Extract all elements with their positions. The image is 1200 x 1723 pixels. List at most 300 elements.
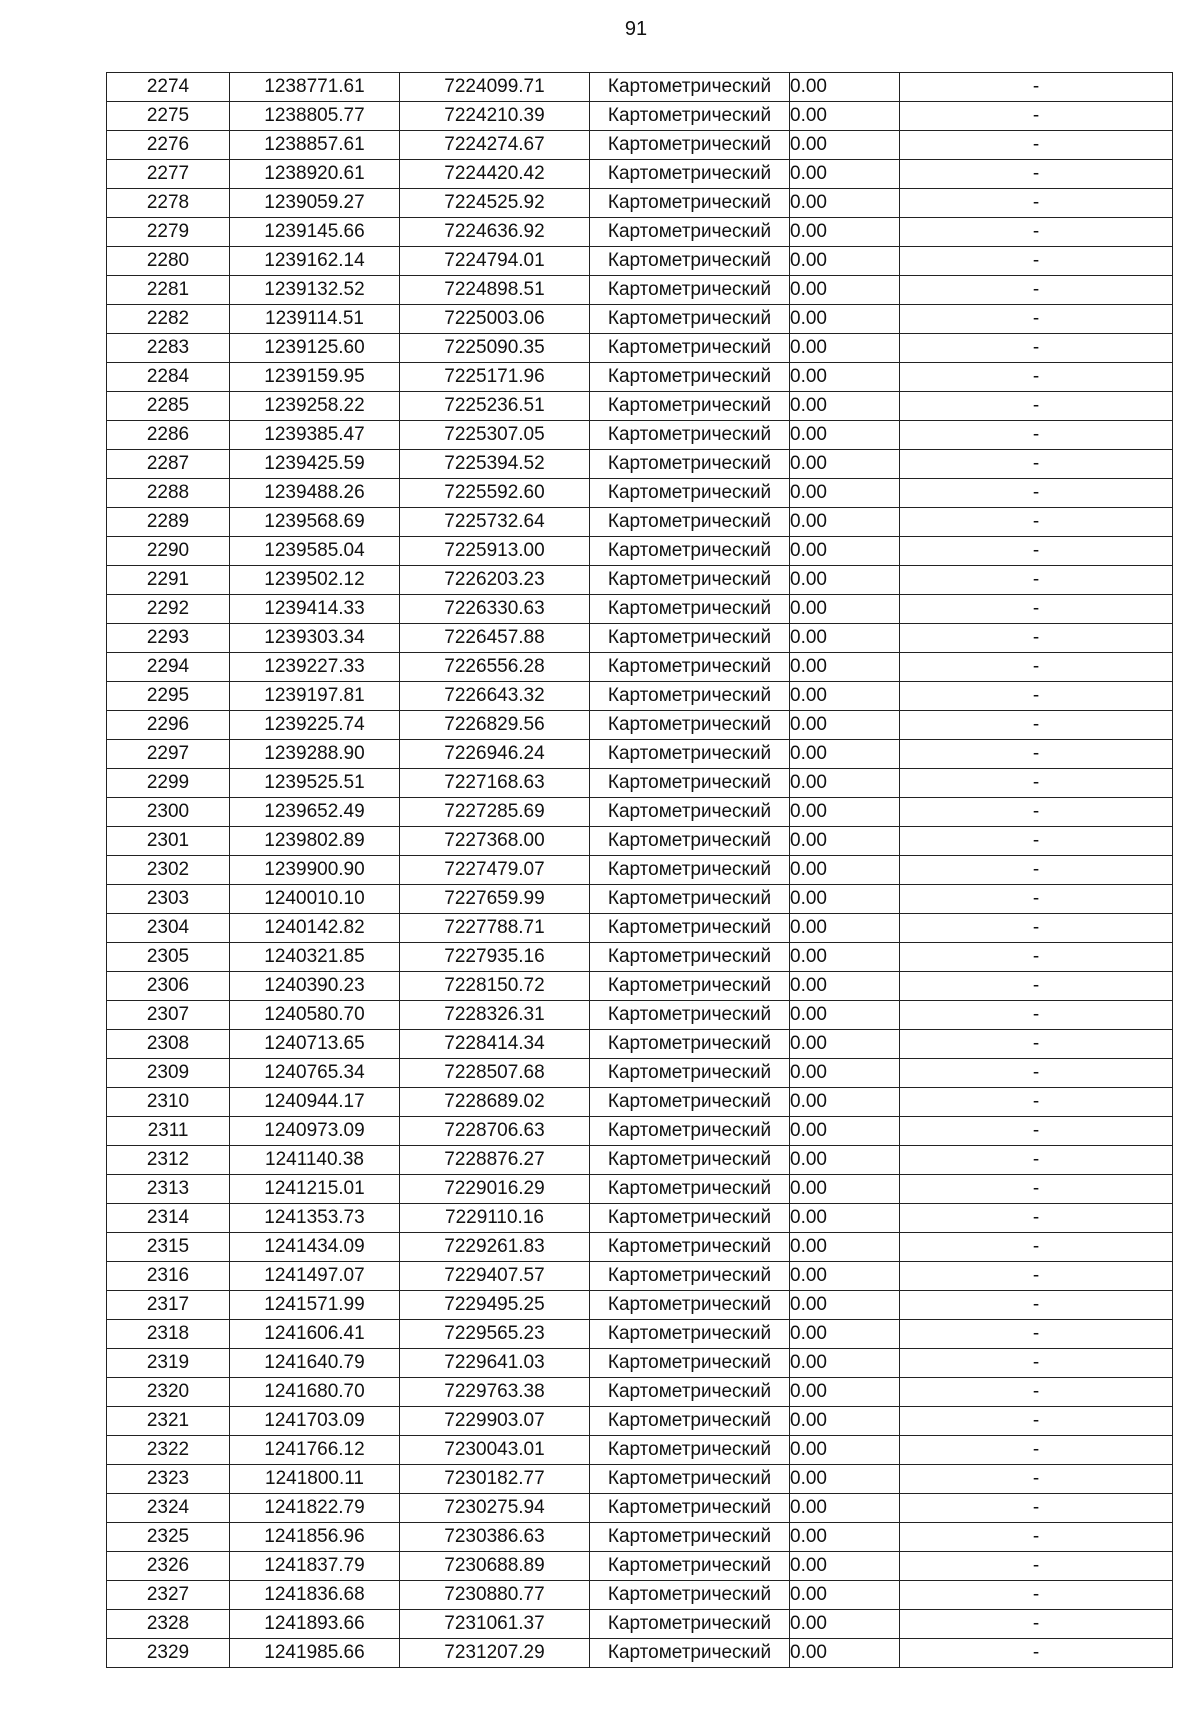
error-cell: 0.00 (790, 1262, 900, 1291)
method-cell: Картометрический (590, 1030, 790, 1059)
method-cell: Картометрический (590, 1552, 790, 1581)
y-coordinate-cell: 7230275.94 (400, 1494, 590, 1523)
method-cell: Картометрический (590, 943, 790, 972)
method-cell: Картометрический (590, 1291, 790, 1320)
error-cell: 0.00 (790, 856, 900, 885)
error-cell: 0.00 (790, 1349, 900, 1378)
x-coordinate-cell: 1241822.79 (230, 1494, 400, 1523)
point-number-cell: 2292 (107, 595, 230, 624)
error-cell: 0.00 (790, 972, 900, 1001)
y-coordinate-cell: 7226556.28 (400, 653, 590, 682)
description-cell: - (900, 1494, 1173, 1523)
table-row (107, 537, 1173, 566)
error-cell: 0.00 (790, 827, 900, 856)
method-cell: Картометрический (590, 856, 790, 885)
point-number-cell: 2329 (107, 1639, 230, 1668)
x-coordinate-cell: 1239132.52 (230, 276, 400, 305)
table-row (107, 827, 1173, 856)
method-cell: Картометрический (590, 711, 790, 740)
x-coordinate-cell: 1239258.22 (230, 392, 400, 421)
y-coordinate-cell: 7228876.27 (400, 1146, 590, 1175)
error-cell: 0.00 (790, 247, 900, 276)
table-row (107, 1639, 1173, 1668)
point-number-cell: 2281 (107, 276, 230, 305)
method-cell: Картометрический (590, 798, 790, 827)
point-number-cell: 2277 (107, 160, 230, 189)
description-cell: - (900, 1204, 1173, 1233)
method-cell: Картометрический (590, 1088, 790, 1117)
description-cell: - (900, 740, 1173, 769)
point-number-cell: 2308 (107, 1030, 230, 1059)
point-number-cell: 2276 (107, 131, 230, 160)
x-coordinate-cell: 1239425.59 (230, 450, 400, 479)
description-cell: - (900, 1320, 1173, 1349)
error-cell: 0.00 (790, 1320, 900, 1349)
y-coordinate-cell: 7228326.31 (400, 1001, 590, 1030)
point-number-cell: 2280 (107, 247, 230, 276)
table-row (107, 1610, 1173, 1639)
x-coordinate-cell: 1238805.77 (230, 102, 400, 131)
point-number-cell: 2328 (107, 1610, 230, 1639)
description-cell: - (900, 450, 1173, 479)
table-row (107, 682, 1173, 711)
table-row (107, 102, 1173, 131)
y-coordinate-cell: 7227788.71 (400, 914, 590, 943)
method-cell: Картометрический (590, 1494, 790, 1523)
error-cell: 0.00 (790, 537, 900, 566)
y-coordinate-cell: 7228689.02 (400, 1088, 590, 1117)
table-row (107, 1349, 1173, 1378)
error-cell: 0.00 (790, 1407, 900, 1436)
table-row (107, 1088, 1173, 1117)
y-coordinate-cell: 7226457.88 (400, 624, 590, 653)
table-row (107, 1494, 1173, 1523)
point-number-cell: 2284 (107, 363, 230, 392)
y-coordinate-cell: 7229641.03 (400, 1349, 590, 1378)
point-number-cell: 2320 (107, 1378, 230, 1407)
point-number-cell: 2302 (107, 856, 230, 885)
x-coordinate-cell: 1241985.66 (230, 1639, 400, 1668)
error-cell: 0.00 (790, 305, 900, 334)
error-cell: 0.00 (790, 566, 900, 595)
method-cell: Картометрический (590, 1378, 790, 1407)
error-cell: 0.00 (790, 1001, 900, 1030)
y-coordinate-cell: 7224525.92 (400, 189, 590, 218)
method-cell: Картометрический (590, 363, 790, 392)
table-row (107, 1465, 1173, 1494)
y-coordinate-cell: 7226643.32 (400, 682, 590, 711)
error-cell: 0.00 (790, 682, 900, 711)
x-coordinate-cell: 1239159.95 (230, 363, 400, 392)
point-number-cell: 2325 (107, 1523, 230, 1552)
method-cell: Картометрический (590, 247, 790, 276)
description-cell: - (900, 682, 1173, 711)
y-coordinate-cell: 7227935.16 (400, 943, 590, 972)
y-coordinate-cell: 7225090.35 (400, 334, 590, 363)
description-cell: - (900, 1088, 1173, 1117)
point-number-cell: 2324 (107, 1494, 230, 1523)
x-coordinate-cell: 1240010.10 (230, 885, 400, 914)
y-coordinate-cell: 7229261.83 (400, 1233, 590, 1262)
description-cell: - (900, 1059, 1173, 1088)
description-cell: - (900, 1523, 1173, 1552)
point-number-cell: 2309 (107, 1059, 230, 1088)
method-cell: Картометрический (590, 1146, 790, 1175)
table-row (107, 711, 1173, 740)
description-cell: - (900, 537, 1173, 566)
description-cell: - (900, 1378, 1173, 1407)
method-cell: Картометрический (590, 1320, 790, 1349)
point-number-cell: 2301 (107, 827, 230, 856)
point-number-cell: 2321 (107, 1407, 230, 1436)
error-cell: 0.00 (790, 392, 900, 421)
error-cell: 0.00 (790, 1233, 900, 1262)
table-row (107, 276, 1173, 305)
y-coordinate-cell: 7225003.06 (400, 305, 590, 334)
table-row (107, 943, 1173, 972)
x-coordinate-cell: 1239525.51 (230, 769, 400, 798)
description-cell: - (900, 1581, 1173, 1610)
error-cell: 0.00 (790, 102, 900, 131)
description-cell: - (900, 247, 1173, 276)
error-cell: 0.00 (790, 1117, 900, 1146)
y-coordinate-cell: 7230043.01 (400, 1436, 590, 1465)
description-cell: - (900, 827, 1173, 856)
y-coordinate-cell: 7228507.68 (400, 1059, 590, 1088)
point-number-cell: 2289 (107, 508, 230, 537)
point-number-cell: 2299 (107, 769, 230, 798)
method-cell: Картометрический (590, 276, 790, 305)
y-coordinate-cell: 7225913.00 (400, 537, 590, 566)
description-cell: - (900, 102, 1173, 131)
x-coordinate-cell: 1238857.61 (230, 131, 400, 160)
point-number-cell: 2303 (107, 885, 230, 914)
method-cell: Картометрический (590, 653, 790, 682)
method-cell: Картометрический (590, 1349, 790, 1378)
description-cell: - (900, 305, 1173, 334)
y-coordinate-cell: 7224794.01 (400, 247, 590, 276)
method-cell: Картометрический (590, 1639, 790, 1668)
y-coordinate-cell: 7225236.51 (400, 392, 590, 421)
error-cell: 0.00 (790, 1378, 900, 1407)
description-cell: - (900, 885, 1173, 914)
method-cell: Картометрический (590, 1204, 790, 1233)
point-number-cell: 2291 (107, 566, 230, 595)
table-row (107, 1146, 1173, 1175)
description-cell: - (900, 189, 1173, 218)
x-coordinate-cell: 1238771.61 (230, 73, 400, 102)
method-cell: Картометрический (590, 885, 790, 914)
method-cell: Картометрический (590, 392, 790, 421)
y-coordinate-cell: 7227479.07 (400, 856, 590, 885)
method-cell: Картометрический (590, 421, 790, 450)
point-number-cell: 2282 (107, 305, 230, 334)
error-cell: 0.00 (790, 1639, 900, 1668)
description-cell: - (900, 653, 1173, 682)
point-number-cell: 2306 (107, 972, 230, 1001)
x-coordinate-cell: 1241703.09 (230, 1407, 400, 1436)
x-coordinate-cell: 1239125.60 (230, 334, 400, 363)
y-coordinate-cell: 7225307.05 (400, 421, 590, 450)
error-cell: 0.00 (790, 943, 900, 972)
point-number-cell: 2318 (107, 1320, 230, 1349)
table-row (107, 740, 1173, 769)
point-number-cell: 2295 (107, 682, 230, 711)
coordinates-table-body (107, 73, 1173, 1668)
y-coordinate-cell: 7230880.77 (400, 1581, 590, 1610)
method-cell: Картометрический (590, 624, 790, 653)
x-coordinate-cell: 1239225.74 (230, 711, 400, 740)
error-cell: 0.00 (790, 1146, 900, 1175)
error-cell: 0.00 (790, 1494, 900, 1523)
method-cell: Картометрический (590, 1581, 790, 1610)
y-coordinate-cell: 7229565.23 (400, 1320, 590, 1349)
x-coordinate-cell: 1239568.69 (230, 508, 400, 537)
x-coordinate-cell: 1239652.49 (230, 798, 400, 827)
x-coordinate-cell: 1241497.07 (230, 1262, 400, 1291)
x-coordinate-cell: 1239288.90 (230, 740, 400, 769)
description-cell: - (900, 566, 1173, 595)
y-coordinate-cell: 7231061.37 (400, 1610, 590, 1639)
description-cell: - (900, 1291, 1173, 1320)
table-row (107, 1291, 1173, 1320)
table-row (107, 595, 1173, 624)
x-coordinate-cell: 1241353.73 (230, 1204, 400, 1233)
description-cell: - (900, 856, 1173, 885)
method-cell: Картометрический (590, 218, 790, 247)
description-cell: - (900, 334, 1173, 363)
table-row (107, 131, 1173, 160)
point-number-cell: 2288 (107, 479, 230, 508)
point-number-cell: 2314 (107, 1204, 230, 1233)
y-coordinate-cell: 7225592.60 (400, 479, 590, 508)
method-cell: Картометрический (590, 305, 790, 334)
method-cell: Картометрический (590, 102, 790, 131)
description-cell: - (900, 1436, 1173, 1465)
error-cell: 0.00 (790, 1465, 900, 1494)
x-coordinate-cell: 1239303.34 (230, 624, 400, 653)
point-number-cell: 2310 (107, 1088, 230, 1117)
point-number-cell: 2311 (107, 1117, 230, 1146)
y-coordinate-cell: 7225394.52 (400, 450, 590, 479)
point-number-cell: 2283 (107, 334, 230, 363)
method-cell: Картометрический (590, 450, 790, 479)
description-cell: - (900, 73, 1173, 102)
table-row (107, 798, 1173, 827)
x-coordinate-cell: 1241893.66 (230, 1610, 400, 1639)
error-cell: 0.00 (790, 363, 900, 392)
table-row (107, 566, 1173, 595)
y-coordinate-cell: 7225732.64 (400, 508, 590, 537)
method-cell: Картометрический (590, 160, 790, 189)
method-cell: Картометрический (590, 479, 790, 508)
y-coordinate-cell: 7227368.00 (400, 827, 590, 856)
table-row (107, 1001, 1173, 1030)
description-cell: - (900, 218, 1173, 247)
description-cell: - (900, 276, 1173, 305)
method-cell: Картометрический (590, 740, 790, 769)
table-row (107, 1059, 1173, 1088)
error-cell: 0.00 (790, 798, 900, 827)
x-coordinate-cell: 1240713.65 (230, 1030, 400, 1059)
point-number-cell: 2278 (107, 189, 230, 218)
x-coordinate-cell: 1241434.09 (230, 1233, 400, 1262)
error-cell: 0.00 (790, 1030, 900, 1059)
y-coordinate-cell: 7226829.56 (400, 711, 590, 740)
method-cell: Картометрический (590, 1523, 790, 1552)
x-coordinate-cell: 1239197.81 (230, 682, 400, 711)
description-cell: - (900, 1639, 1173, 1668)
point-number-cell: 2319 (107, 1349, 230, 1378)
table-row (107, 1204, 1173, 1233)
x-coordinate-cell: 1239585.04 (230, 537, 400, 566)
y-coordinate-cell: 7224420.42 (400, 160, 590, 189)
y-coordinate-cell: 7226203.23 (400, 566, 590, 595)
y-coordinate-cell: 7225171.96 (400, 363, 590, 392)
x-coordinate-cell: 1241680.70 (230, 1378, 400, 1407)
table-row (107, 856, 1173, 885)
x-coordinate-cell: 1240390.23 (230, 972, 400, 1001)
table-row (107, 1378, 1173, 1407)
error-cell: 0.00 (790, 653, 900, 682)
point-number-cell: 2327 (107, 1581, 230, 1610)
x-coordinate-cell: 1239162.14 (230, 247, 400, 276)
method-cell: Картометрический (590, 1175, 790, 1204)
description-cell: - (900, 1552, 1173, 1581)
error-cell: 0.00 (790, 131, 900, 160)
table-row (107, 421, 1173, 450)
table-row (107, 508, 1173, 537)
coordinates-table (106, 72, 1173, 1668)
description-cell: - (900, 595, 1173, 624)
point-number-cell: 2293 (107, 624, 230, 653)
method-cell: Картометрический (590, 682, 790, 711)
table-row (107, 1233, 1173, 1262)
point-number-cell: 2316 (107, 1262, 230, 1291)
error-cell: 0.00 (790, 769, 900, 798)
y-coordinate-cell: 7224210.39 (400, 102, 590, 131)
table-row (107, 305, 1173, 334)
error-cell: 0.00 (790, 595, 900, 624)
table-row (107, 450, 1173, 479)
error-cell: 0.00 (790, 914, 900, 943)
x-coordinate-cell: 1239488.26 (230, 479, 400, 508)
description-cell: - (900, 363, 1173, 392)
x-coordinate-cell: 1240142.82 (230, 914, 400, 943)
y-coordinate-cell: 7224636.92 (400, 218, 590, 247)
table-row (107, 73, 1173, 102)
x-coordinate-cell: 1239227.33 (230, 653, 400, 682)
point-number-cell: 2315 (107, 1233, 230, 1262)
point-number-cell: 2297 (107, 740, 230, 769)
table-row (107, 1175, 1173, 1204)
description-cell: - (900, 943, 1173, 972)
method-cell: Картометрический (590, 595, 790, 624)
table-row (107, 1523, 1173, 1552)
y-coordinate-cell: 7227659.99 (400, 885, 590, 914)
x-coordinate-cell: 1241856.96 (230, 1523, 400, 1552)
error-cell: 0.00 (790, 508, 900, 537)
y-coordinate-cell: 7229495.25 (400, 1291, 590, 1320)
point-number-cell: 2305 (107, 943, 230, 972)
table-row (107, 392, 1173, 421)
x-coordinate-cell: 1240580.70 (230, 1001, 400, 1030)
y-coordinate-cell: 7227168.63 (400, 769, 590, 798)
table-row (107, 769, 1173, 798)
table-row (107, 885, 1173, 914)
error-cell: 0.00 (790, 1610, 900, 1639)
method-cell: Картометрический (590, 1610, 790, 1639)
description-cell: - (900, 160, 1173, 189)
table-row (107, 914, 1173, 943)
description-cell: - (900, 769, 1173, 798)
y-coordinate-cell: 7224274.67 (400, 131, 590, 160)
method-cell: Картометрический (590, 1059, 790, 1088)
table-row (107, 363, 1173, 392)
error-cell: 0.00 (790, 218, 900, 247)
x-coordinate-cell: 1240973.09 (230, 1117, 400, 1146)
method-cell: Картометрический (590, 189, 790, 218)
point-number-cell: 2304 (107, 914, 230, 943)
error-cell: 0.00 (790, 276, 900, 305)
error-cell: 0.00 (790, 1581, 900, 1610)
y-coordinate-cell: 7229110.16 (400, 1204, 590, 1233)
point-number-cell: 2294 (107, 653, 230, 682)
x-coordinate-cell: 1239114.51 (230, 305, 400, 334)
x-coordinate-cell: 1241837.79 (230, 1552, 400, 1581)
method-cell: Картометрический (590, 131, 790, 160)
point-number-cell: 2274 (107, 73, 230, 102)
y-coordinate-cell: 7224099.71 (400, 73, 590, 102)
y-coordinate-cell: 7226330.63 (400, 595, 590, 624)
x-coordinate-cell: 1241640.79 (230, 1349, 400, 1378)
table-row (107, 653, 1173, 682)
method-cell: Картометрический (590, 537, 790, 566)
method-cell: Картометрический (590, 972, 790, 1001)
description-cell: - (900, 1610, 1173, 1639)
error-cell: 0.00 (790, 1552, 900, 1581)
y-coordinate-cell: 7229763.38 (400, 1378, 590, 1407)
x-coordinate-cell: 1240321.85 (230, 943, 400, 972)
y-coordinate-cell: 7228706.63 (400, 1117, 590, 1146)
description-cell: - (900, 1030, 1173, 1059)
method-cell: Картометрический (590, 1436, 790, 1465)
method-cell: Картометрический (590, 334, 790, 363)
method-cell: Картометрический (590, 1117, 790, 1146)
error-cell: 0.00 (790, 1436, 900, 1465)
table-row (107, 479, 1173, 508)
x-coordinate-cell: 1239900.90 (230, 856, 400, 885)
y-coordinate-cell: 7226946.24 (400, 740, 590, 769)
point-number-cell: 2312 (107, 1146, 230, 1175)
x-coordinate-cell: 1241215.01 (230, 1175, 400, 1204)
x-coordinate-cell: 1241571.99 (230, 1291, 400, 1320)
x-coordinate-cell: 1239385.47 (230, 421, 400, 450)
error-cell: 0.00 (790, 421, 900, 450)
point-number-cell: 2326 (107, 1552, 230, 1581)
y-coordinate-cell: 7228150.72 (400, 972, 590, 1001)
table-row (107, 160, 1173, 189)
method-cell: Картометрический (590, 1262, 790, 1291)
method-cell: Картометрический (590, 769, 790, 798)
error-cell: 0.00 (790, 1523, 900, 1552)
table-row (107, 1436, 1173, 1465)
y-coordinate-cell: 7229016.29 (400, 1175, 590, 1204)
x-coordinate-cell: 1241836.68 (230, 1581, 400, 1610)
error-cell: 0.00 (790, 1291, 900, 1320)
method-cell: Картометрический (590, 1233, 790, 1262)
error-cell: 0.00 (790, 334, 900, 363)
